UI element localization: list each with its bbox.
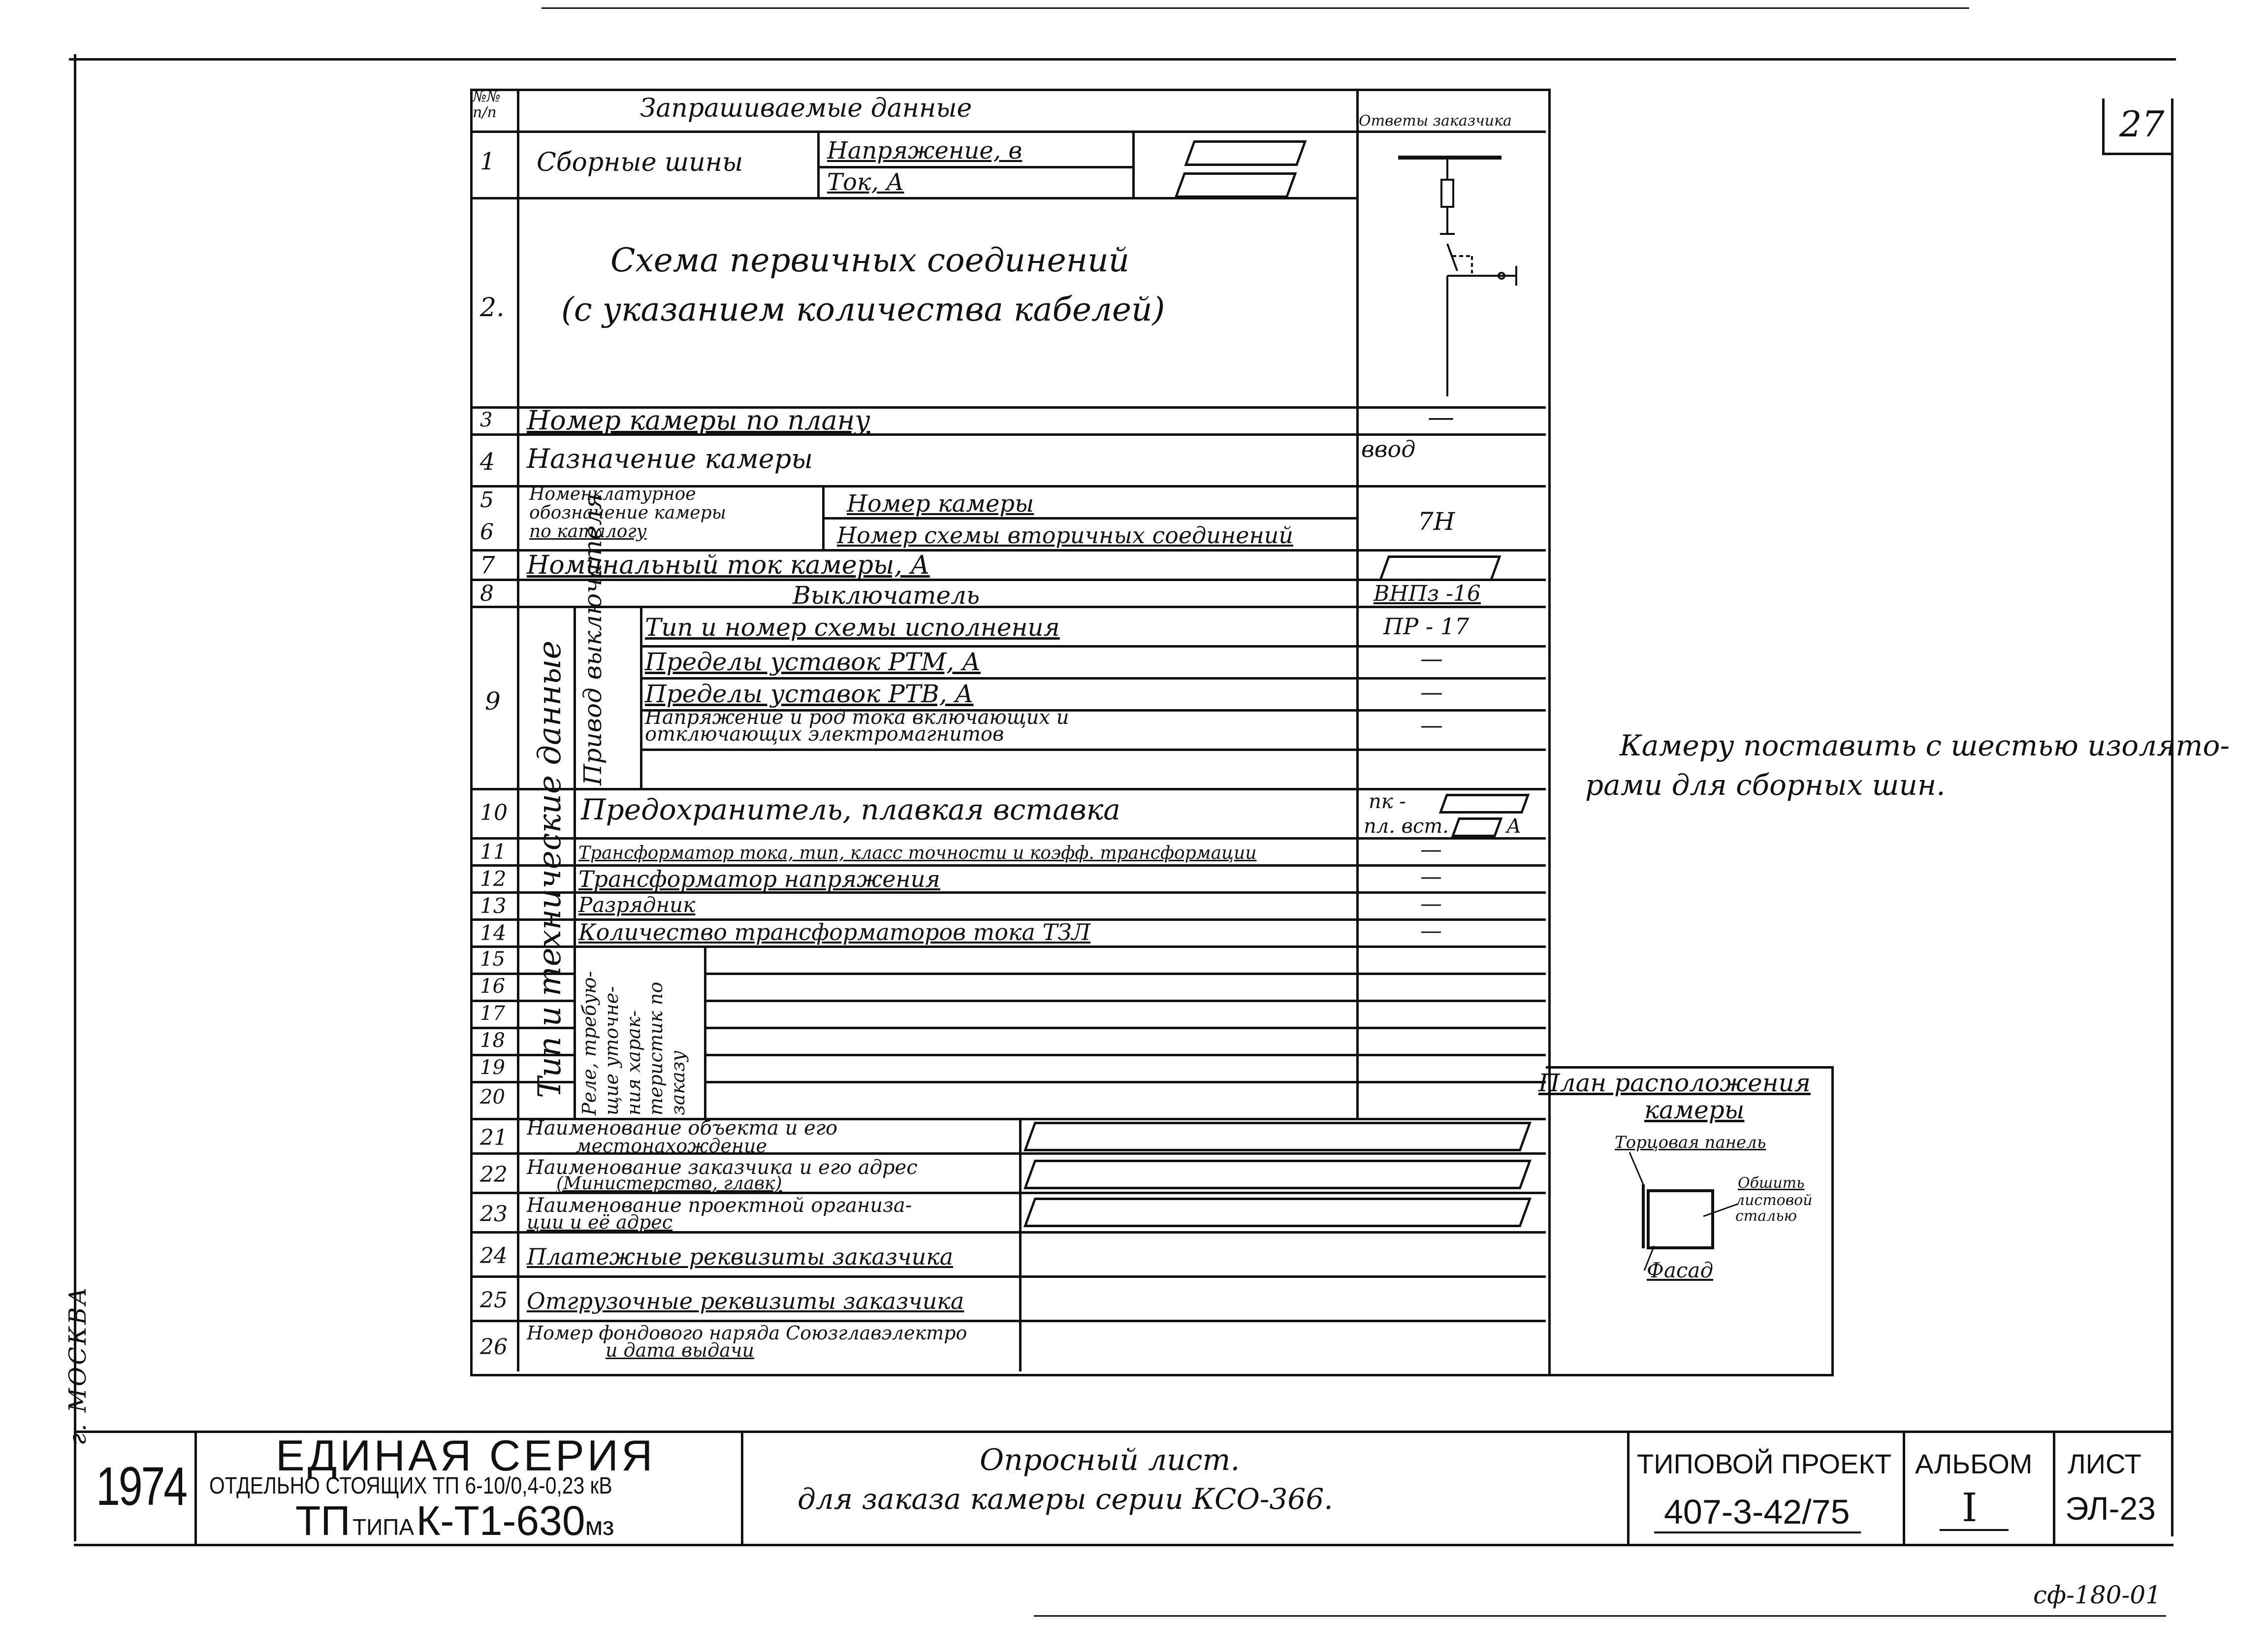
row1-sub-line <box>817 130 820 199</box>
row14-bottom-line <box>470 945 1546 948</box>
row4-label: Назначение камеры <box>527 443 813 474</box>
title-tp-code: К-Т1-630 <box>416 1498 585 1544</box>
row21-label2: местонахождение <box>576 1135 767 1157</box>
project-num: 407-3-42/75 <box>1664 1493 1850 1531</box>
tech-group-line <box>574 606 576 1120</box>
row15-line-b <box>704 973 1546 975</box>
row18-line-b <box>704 1054 1546 1056</box>
title-series: ЕДИНАЯ СЕРИЯ <box>276 1431 656 1480</box>
title-sep-3 <box>1627 1431 1629 1544</box>
drive-side-label: Привод выключателя <box>578 493 607 785</box>
sheet-num: ЭЛ-23 <box>2065 1490 2156 1527</box>
row-num: 4 <box>480 448 495 476</box>
row-num: 20 <box>480 1086 505 1108</box>
row10-label: Предохранитель, плавкая вставка <box>581 793 1120 826</box>
project-num-underline <box>1654 1531 1861 1533</box>
row-num: 1 <box>480 148 495 175</box>
row-num: 21 <box>480 1125 508 1150</box>
title-sep-5 <box>2053 1431 2055 1544</box>
header-num-line1: №№ <box>473 88 501 105</box>
row-num: 16 <box>480 975 505 998</box>
title-series-sub: ОТДЕЛЬНО СТОЯЩИХ ТП 6-10/0,4-0,23 кВ <box>209 1473 612 1499</box>
row21-answer[interactable] <box>1023 1122 1532 1151</box>
row23-answer[interactable] <box>1023 1198 1532 1227</box>
row-num: 3 <box>480 409 493 431</box>
row23-label1: Наименование проектной организа- <box>527 1194 912 1217</box>
relay-label-2: щие уточне- <box>601 986 622 1115</box>
lower-answers-line <box>1019 1118 1022 1371</box>
row5-label3: по каталогу <box>529 521 647 542</box>
stamp-code: сф-180-01 <box>2033 1581 2161 1609</box>
plan-facade: Фасад <box>1647 1258 1714 1282</box>
row12-label: Трансформатор напряжения <box>578 866 940 892</box>
frame-right-line <box>2171 98 2173 1536</box>
row9-answer1: ПР - 17 <box>1383 613 1469 640</box>
row-num: 5 <box>480 488 494 513</box>
header-data: Запрашиваемые данные <box>640 94 972 123</box>
row4-answer: ввод <box>1361 436 1416 462</box>
row5-label1: Номенклатурное <box>529 484 696 504</box>
row-num: 12 <box>480 867 507 891</box>
row9-answer2: — <box>1420 645 1443 672</box>
row22-answer[interactable] <box>1023 1160 1532 1189</box>
row8-label: Выключатель <box>793 581 980 610</box>
drive-group-line <box>640 606 642 788</box>
row25-label: Отгрузочные реквизиты заказчика <box>527 1288 964 1314</box>
row24-label: Платежные реквизиты заказчика <box>527 1243 954 1270</box>
row14-label: Количество трансформаторов тока ТЗЛ <box>578 919 1091 945</box>
row-num: 13 <box>480 894 507 918</box>
title-tp-type <box>295 1497 614 1545</box>
row13-answer: — <box>1420 891 1442 916</box>
row-num: 8 <box>480 581 494 606</box>
row1-voltage-answer[interactable] <box>1184 140 1307 166</box>
row21-label1: Наименование объекта и его <box>527 1117 838 1140</box>
row10-answer1: пк - <box>1369 790 1406 813</box>
album-num: I <box>1962 1485 1978 1530</box>
row-num: 15 <box>480 948 505 971</box>
plan-title2: камеры <box>1644 1096 1745 1124</box>
row26-label2: и дата выдачи <box>606 1339 754 1361</box>
row22-label2: (Министерство, главк) <box>556 1173 782 1194</box>
header-num-line2: п/п <box>473 104 497 121</box>
row-num: 18 <box>480 1029 505 1052</box>
primary-circuit-diagram <box>1359 143 1546 404</box>
row10-answer2: пл. вст. <box>1364 815 1449 838</box>
row-num: 6 <box>480 520 494 545</box>
row9-line2: Пределы уставок РТМ, А <box>645 648 981 676</box>
row10-answer-unit: А <box>1506 815 1522 838</box>
row9-answer4: — <box>1420 712 1443 738</box>
row6-answer: 7Н <box>1418 507 1455 536</box>
row7-label: Номинальный ток камеры, А <box>527 551 930 580</box>
row1-voltage: Напряжение, в <box>827 137 1022 164</box>
num-column-line <box>517 89 519 1371</box>
row13-label: Разрядник <box>578 893 696 917</box>
row-num: 10 <box>480 800 508 825</box>
corner-number: 27 <box>2119 103 2165 145</box>
row10-answer1-box[interactable] <box>1439 794 1530 814</box>
row-num: 9 <box>485 687 501 716</box>
title-tp-word: ТИПА <box>352 1514 415 1540</box>
row17-line-b <box>704 1027 1546 1029</box>
row-num: 14 <box>480 921 507 945</box>
row1-answer-line <box>1132 130 1135 199</box>
row5-sub: Номер камеры <box>847 490 1034 518</box>
corner-number-box <box>2102 98 2173 155</box>
plan-sheath3: сталью <box>1735 1207 1797 1225</box>
row11-answer: — <box>1420 837 1442 862</box>
row-num: 24 <box>480 1243 508 1269</box>
relay-label-5: заказу <box>667 1050 689 1115</box>
row9-line3: Пределы уставок РТВ, А <box>645 680 974 708</box>
header-answers: Ответы заказчика <box>1359 112 1512 130</box>
sheet-label: ЛИСТ <box>2068 1448 2141 1479</box>
row11-label: Трансформатор тока, тип, класс точности и коэфф. трансформации <box>578 843 1257 863</box>
row-num: 7 <box>480 552 495 579</box>
row-num: 26 <box>480 1335 508 1360</box>
row16-line-b <box>704 1000 1546 1002</box>
row-num: 17 <box>480 1002 505 1025</box>
row9d-line <box>640 749 1546 751</box>
row22-label1: Наименование заказчика и его адрес <box>527 1156 918 1179</box>
row-num: 19 <box>480 1056 505 1079</box>
city-label: г. МОСКВА <box>64 1285 92 1445</box>
row5-label2: обозначение камеры <box>529 503 726 523</box>
row1-current: Ток, А <box>827 168 904 196</box>
row3-answer: — <box>1428 401 1454 432</box>
relay-label-1: Реле, требую- <box>578 971 600 1115</box>
row3-label: Номер камеры по плану <box>527 405 870 436</box>
row-num: 23 <box>480 1202 508 1227</box>
album-num-underline <box>1940 1529 2009 1531</box>
row10-answer2-box[interactable] <box>1451 817 1503 837</box>
tech-group-label: Тип и технические данные <box>532 640 568 1098</box>
title-sep-4 <box>1903 1431 1905 1544</box>
row1-label: Сборные шины <box>537 148 743 177</box>
row19-line-b <box>704 1081 1546 1083</box>
row12-answer: — <box>1420 864 1442 889</box>
row2-label2: (с указанием количества кабелей) <box>561 291 1165 328</box>
relay-group-line <box>704 945 706 1120</box>
scan-edge-line <box>542 7 1969 9</box>
row23-label2: ции и её адрес <box>527 1211 672 1233</box>
scan-bottom-line <box>1034 1615 2166 1617</box>
title-sep-2 <box>741 1431 743 1544</box>
plan-end-panel: Торцовая панель <box>1615 1133 1766 1152</box>
title-year: 1974 <box>96 1456 186 1517</box>
row8-answer: ВНПз -16 <box>1374 581 1481 606</box>
row9-line4: Напряжение и род тока включающих и отключающих электромагнитов <box>645 706 1069 746</box>
row-num: 11 <box>480 840 507 864</box>
title-tp-prefix: ТП <box>295 1498 351 1544</box>
relay-label-4: теристик по <box>645 981 667 1115</box>
note-line2: рами для сборных шин. <box>1585 768 1946 802</box>
doc-title2: для заказа камеры серии КСО-366. <box>798 1482 1333 1516</box>
doc-title1: Опросный лист. <box>980 1443 1240 1477</box>
album-label: АЛЬБОМ <box>1915 1448 2033 1479</box>
header-row-line <box>470 130 1546 133</box>
row7-answer[interactable] <box>1379 555 1501 581</box>
plan-sheath2: листовой <box>1735 1192 1813 1209</box>
row2-label1: Схема первичных соединений <box>610 241 1130 279</box>
frame-top-line <box>69 58 2176 61</box>
row1-current-answer[interactable] <box>1175 172 1297 198</box>
row-num: 22 <box>480 1162 508 1187</box>
relay-label-3: ния харак- <box>623 1010 644 1115</box>
note-line1: Камеру поставить с шестью изолято- <box>1620 729 2230 762</box>
row6-sub: Номер схемы вторичных соединений <box>837 522 1294 549</box>
row-num: 2. <box>480 293 505 323</box>
row14-answer: — <box>1420 918 1442 944</box>
row9-answer3: — <box>1420 679 1443 705</box>
row24-bottom-line <box>470 1275 1546 1278</box>
title-tp-suffix: мз <box>585 1512 614 1541</box>
row9-line1: Тип и номер схемы исполнения <box>645 613 1060 642</box>
plan-title1: План расположения <box>1538 1069 1811 1097</box>
title-sep-1 <box>194 1431 197 1544</box>
row-num: 25 <box>480 1288 508 1313</box>
plan-sheath1: Обшить <box>1738 1174 1805 1192</box>
row26-label1: Номер фондового наряда Союзглавэлектро <box>527 1322 967 1344</box>
project-label: ТИПОВОЙ ПРОЕКТ <box>1637 1448 1892 1479</box>
